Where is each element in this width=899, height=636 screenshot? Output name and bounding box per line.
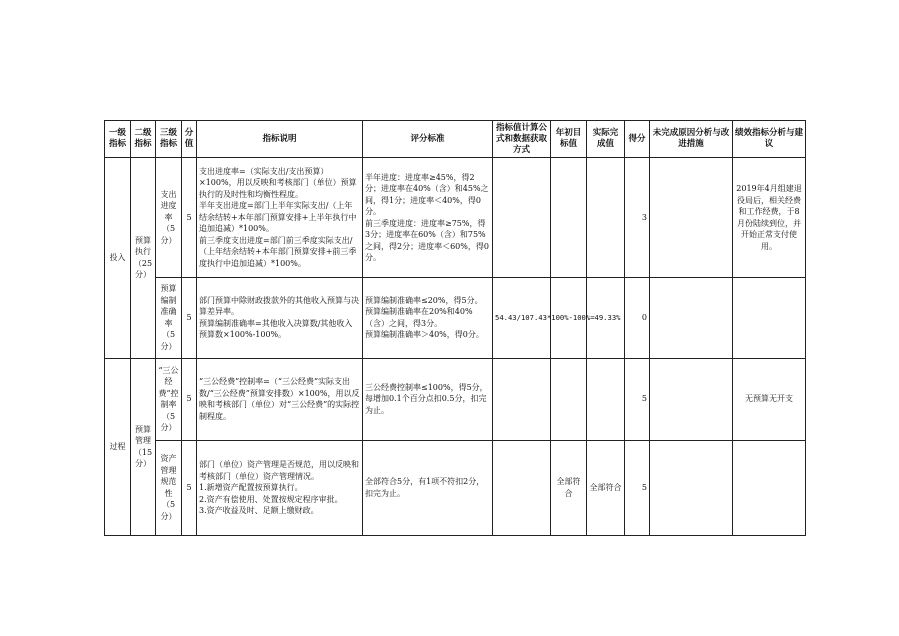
score-cell: 5 (625, 358, 650, 440)
advice-cell (733, 440, 806, 535)
header-reason: 未完成原因分析与改进措施 (650, 121, 733, 158)
level3-cell: 预算编制准确率（5分） (156, 278, 182, 358)
formula-cell (493, 158, 551, 278)
standard-cell: 三公经费控制率≤100%，得5分，每增加0.1个百分点扣0.5分，扣完为止。 (365, 382, 488, 415)
reason-cell (650, 440, 733, 535)
target-cell (551, 358, 587, 440)
score-value-cell: 5 (182, 440, 197, 535)
advice-cell: 2019年4月组建退役局后，相关经费和工作经费，于8月份陆续到位，并开始正常支付使用。 (733, 158, 806, 278)
formula-cell: 54.43/107.43*100%-100%=49.33% (493, 278, 551, 358)
target-cell: 全部符合 (551, 440, 587, 535)
advice-cell (733, 278, 806, 358)
table-row (105, 278, 806, 358)
reason-cell (650, 278, 733, 358)
level3-cell: “三公经费”控制率（5分） (156, 358, 182, 440)
formula-cell (493, 358, 551, 440)
level1-cell: 投入 (105, 158, 131, 358)
header-advice: 绩效指标分析与建议 (733, 121, 806, 158)
header-formula: 指标值计算公式和数据获取方式 (493, 121, 551, 158)
header-actual: 实际完成值 (587, 121, 625, 158)
level3-cell: 支出进度率（5分） (156, 158, 182, 278)
header-level2: 二级指标 (131, 121, 156, 158)
score-value-cell: 5 (182, 278, 197, 358)
table-row (105, 158, 806, 278)
header-level1: 一级指标 (105, 121, 131, 158)
header-score-value: 分值 (182, 121, 197, 158)
header-target: 年初目标值 (551, 121, 587, 158)
actual-cell (587, 158, 625, 278)
standard-cell: 半年进度：进度率≥45%，得2分；进度率在40%（含）和45%之间，得1分；进度率＜40%，得0分。 前三季度进度：进度率≥75%，得3分；进度率在60%（含）和75%之间，得2分；进度率＜60%，得0分。 (365, 172, 489, 263)
description-cell: “三公经费”控制率=（“三公经费”实际支出数/“三公经费”预算安排数）×100%，用以反映和考核部门（单位）对“三公经费”的实际控制程度。 (199, 377, 360, 421)
actual-cell (587, 358, 625, 440)
score-cell: 0 (625, 278, 650, 358)
level1-cell: 过程 (105, 358, 131, 535)
header-standard: 评分标准 (363, 121, 493, 158)
reason-cell (650, 358, 733, 440)
header-score: 得分 (625, 121, 650, 158)
header-description: 指标说明 (197, 121, 363, 158)
formula-cell (493, 440, 551, 535)
table-row (105, 440, 806, 535)
level2-cell: 预算管理（15分） (131, 358, 156, 535)
advice-cell: 无预算无开支 (733, 358, 806, 440)
standard-cell: 全部符合5分，有1项不符扣2分，扣完为止。 (365, 477, 485, 498)
description-cell: 部门（单位）资产管理是否规范，用以反映和考核部门（单位）资产管理情况。 1.新增资产配置按预算执行。 2.资产有偿使用、处置按规定程序审批。 3.资产收益及时、足额上缴财政。 (199, 460, 359, 516)
table-row (105, 358, 806, 440)
score-cell: 5 (625, 440, 650, 535)
score-cell: 3 (625, 158, 650, 278)
description-cell: 支出进度率=（实际支出/支出预算）×100%，用以反映和考核部门（单位）预算执行的及时性和均衡性程度。 半年支出进度=部门上半年实际支出/（上年结余结转+本年部门预算安排+上半年执行中追加追减）*100%。 前三季度支出进度=部门前三季度实际支出/（上年结余结转+本年部门预算安排+前三季度执行中追加追减）*100%。 (199, 166, 357, 268)
level3-cell: 资产管理规范性（5分） (156, 440, 182, 535)
level2-cell: 预算执行（25分） (131, 158, 156, 358)
standard-cell: 预算编制准确率≤20%，得5分。 预算编制准确率在20%和40%（含）之间，得3分。 预算编制准确率＞40%，得0分。 (365, 295, 484, 340)
header-row (105, 121, 806, 158)
description-cell: 部门预算中除财政拨款外的其他收入预算与决算差异率。 预算编制准确率=其他收入决算数/其他收入预算数×100%-100%。 (199, 295, 359, 340)
reason-cell (650, 158, 733, 278)
header-level3: 三级指标 (156, 121, 182, 158)
actual-cell: 全部符合 (587, 440, 625, 535)
target-cell (551, 158, 587, 278)
score-value-cell: 5 (182, 158, 197, 278)
score-value-cell: 5 (182, 358, 197, 440)
performance-evaluation-table (104, 120, 806, 536)
